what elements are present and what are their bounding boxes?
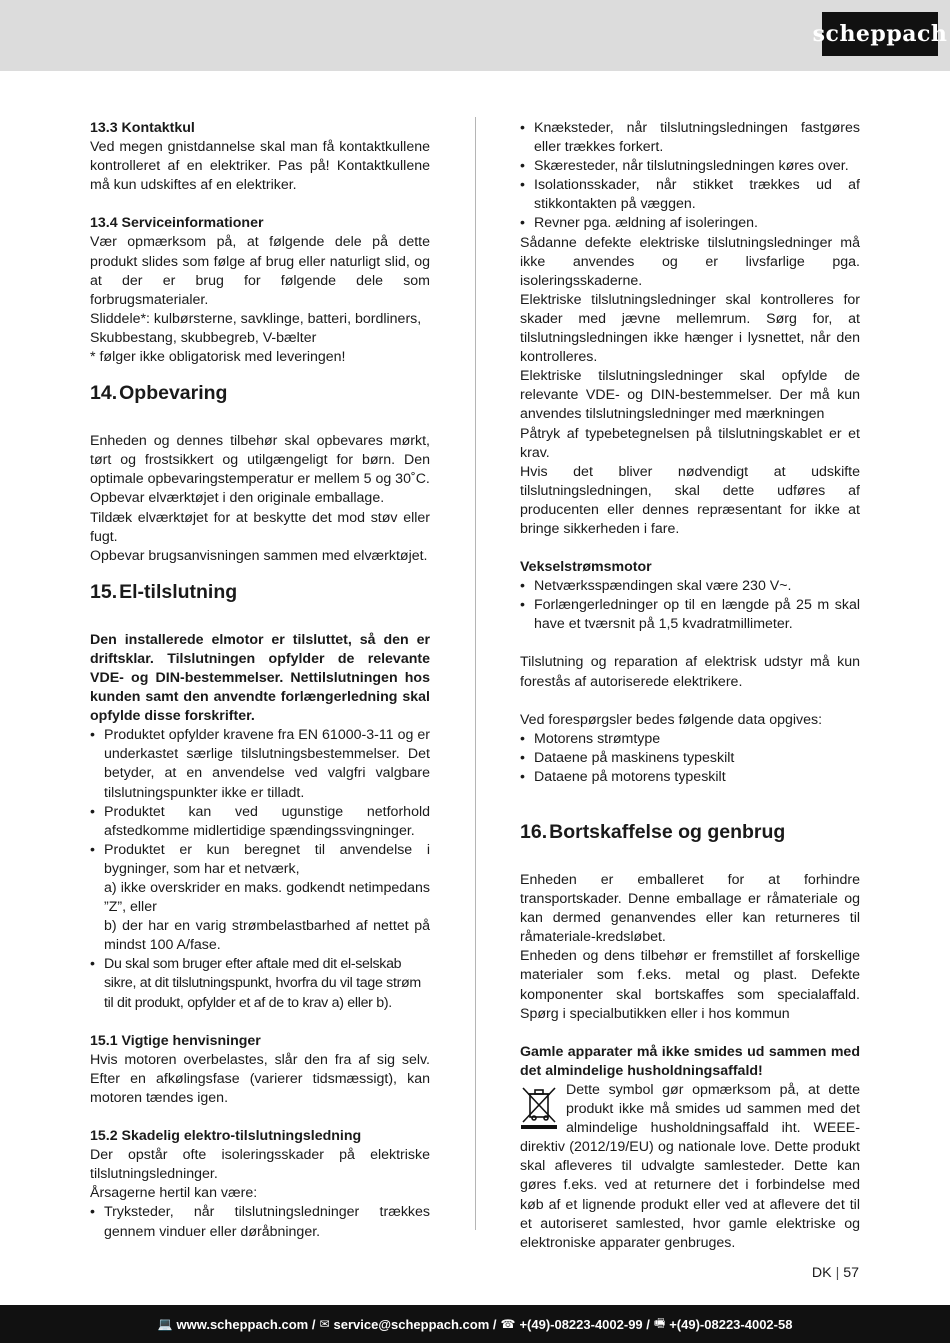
weee-crossed-bin-icon	[520, 1085, 558, 1129]
paragraph: Elektriske tilslutningsledninger skal kontrolleres for skader med jævne mellemrum. Sørg for, at tilslutningsledningen ikke hænger i lysnettet, når den kontrolleres.	[520, 291, 860, 366]
paragraph: Hvis det bliver nødvendigt at udskifte tilslutningsledningen, skal dette udføres af producenten eller dennes repræsentant for ikke at bringe sikkerheden i fare.	[520, 463, 860, 537]
right-column	[520, 119, 860, 1253]
section-15-number: 15.	[90, 580, 118, 603]
list-item: • Netværksspændingen skal være 230 V~.	[520, 577, 860, 596]
list-item: • Dataene på maskinens typeskilt	[520, 749, 860, 768]
footer-phone: +(49)-08223-4002-99 /	[519, 1316, 650, 1332]
list-item: • Knæksteder, når tilslutningsledningen fastgøres eller trækkes forkert.	[520, 119, 860, 157]
list-item: • Du skal som bruger efter aftale med dit el-selskab sikre, at dit tilslutningspunkt, hvorfra du vil tage strøm til dit produkt, opfylder et af de to krav a) eller b).	[90, 955, 430, 1012]
list-item: • Dataene på motorens typeskilt	[520, 768, 860, 787]
cable-damage-list	[520, 119, 860, 234]
page-lang: DK	[811, 1265, 832, 1281]
section-16-p1: Enheden er emballeret for at forhindre transportskader. Denne emballage er råmateriale og kan dermed genanvendes eller kan returneres til råmateriale-kredsløbet.	[520, 872, 860, 946]
section-15-list	[90, 726, 430, 1012]
weee-block	[520, 1081, 860, 1253]
paragraph: Tilslutning og reparation af elektrisk udstyr må kun forestås af autoriserede elektrikere.	[520, 654, 860, 690]
list-item-text: b) der har en varig strømbelastbarhed af nettet på mindst 100 A/fase.	[104, 918, 430, 954]
paragraph: Ved forespørgsler bedes følgende data opgives:	[520, 711, 823, 728]
section-15-intro: Den installerede elmotor er tilsluttet, så den er driftsklar. Tilslutningen opfylder de relevante VDE- og DIN-bestemmelser. Nettilslutningen hos kunden samt den anvendte forlængerledning skal opfylde disse forskrifter.	[90, 631, 430, 725]
section-16-p2: Enheden og dens tilbehør er fremstillet af forskellige materialer som f.eks. metal og plast. Defekte komponenter skal bortskaffes som specialaffald. Spørg i specialbutikken eller i hos kommun	[520, 948, 860, 1022]
footer-website-link[interactable]: www.scheppach.com /	[176, 1316, 316, 1332]
motor-list	[520, 577, 860, 634]
section-15-title: El-tilslutning	[119, 580, 238, 603]
list-item-text: a) ikke overskrider en maks. godkendt netimpedans ”Z”, eller	[104, 880, 430, 916]
list-item: • Isolationsskader, når stikket trækkes ud af stikkontakten på væggen.	[520, 176, 860, 214]
list-item	[90, 841, 430, 956]
list-item: • Tryksteder, når tilslutningsledninger trækkes gennem vinduer eller døråbninger.	[90, 1203, 430, 1241]
section-14-number: 14.	[90, 382, 118, 405]
section-16-number: 16.	[520, 821, 548, 843]
section-14-p2: Opbevar elværktøjet i den originale emballage.	[90, 490, 385, 507]
page-separator: |	[835, 1265, 840, 1281]
list-item-text: • Produktet er kun beregnet til anvendelse i bygninger, som har et netværk,	[104, 841, 430, 877]
list-item: • Revner pga. ældning af isoleringen.	[520, 214, 860, 233]
section-13-4-text: Vær opmærksom på, at følgende dele på dette produkt slides som følge af brug eller naturligt slid, og at der er brug for følgende dele som forbrugsmaterialer.	[90, 234, 430, 308]
page-number	[812, 1265, 859, 1281]
data-list	[520, 730, 860, 787]
section-14-p4: Opbevar brugsanvisningen sammen med elværktøjet.	[90, 547, 428, 564]
paragraph: Sådanne defekte elektriske tilslutningsledninger må ikke anvendes og er livsfarlige pga. isoleringsskaderne.	[520, 234, 860, 289]
list-item: • Motorens strømtype	[520, 730, 860, 749]
left-column	[90, 119, 430, 1242]
computer-icon: 💻	[157, 1317, 173, 1331]
section-13-4-note: * følger ikke obligatorisk med leveringen!	[90, 349, 346, 366]
section-16-warning: Gamle apparater må ikke smides ud sammen med det almindelige husholdningsaffald!	[520, 1043, 860, 1079]
section-13-4-title: 13.4 Serviceinformationer	[90, 215, 264, 232]
section-16-heading	[520, 820, 860, 844]
section-14-p1: Enheden og dennes tilbehør skal opbevares mørkt, tørt og frostsikkert og utilgængeligt for børn. Den optimale opbevaringstemperatur er mellem 5 og 30˚C.	[90, 433, 430, 488]
section-13-4-parts: Sliddele*: kulbørsterne, savklinge, batteri, bordliners, Skubbestang, skubbegreb, V-bælter	[90, 310, 422, 346]
motor-title: Vekselstrømsmotor	[520, 559, 652, 576]
section-15-1-title: 15.1 Vigtige henvisninger	[90, 1032, 261, 1049]
page-number-value: 57	[843, 1265, 859, 1281]
section-13-3-title: 13.3 Kontaktkul	[90, 120, 195, 136]
column-divider	[475, 117, 476, 1230]
section-16-title: Bortskaffelse og genbrug	[549, 821, 786, 843]
footer-email-link[interactable]: service@scheppach.com /	[333, 1316, 497, 1332]
header-bar	[0, 0, 950, 71]
list-item: • Produktet opfylder kravene fra EN 61000-3-11 og er underkastet særlige tilslutningsbestemmelser. Det betyder, at en anvendelse ved valgfri valgbare tilslutningspunkter ikke er tilladt.	[90, 726, 430, 802]
section-14-heading	[90, 381, 430, 405]
scheppach-logo: scheppach	[822, 12, 938, 56]
footer-bar	[0, 1305, 950, 1343]
section-15-1-text: Hvis motoren overbelastes, slår den fra af sig selv. Efter en afkølingsfase (varierer tidsmæssigt), kan motoren tændes igen.	[90, 1051, 430, 1106]
fax-icon: 🖷	[653, 1315, 666, 1330]
section-15-2-title: 15.2 Skadelig elektro-tilslutningsledning	[90, 1128, 362, 1145]
section-16-weee-text: Dette symbol gør opmærksom på, at dette produkt ikke må smides ud sammen med det almindelige husholdningsaffald iht. WEEE-direktiv (2012/19/EU) og nationale love. Dette produkt skal afleveres til udvalgte samlesteder. Dette kan gøres f.eks. ved at returnere det i forbindelse med køb af et lignende produkt eller ved at aflevere det til et autoriseret samlested, hvor gamle elektriske og elektroniske apparater genbruges.	[520, 1081, 860, 1251]
phone-icon: ☎	[500, 1317, 516, 1331]
list-item: • Forlængerledninger op til en længde på 25 m skal have et tværsnit på 1,5 kvadratmillimeter.	[520, 596, 860, 634]
section-15-2-list	[90, 1203, 430, 1241]
section-15-2-text: Der opstår ofte isoleringsskader på elektriske tilslutningsledninger.	[90, 1147, 430, 1183]
section-14-title: Opbevaring	[119, 382, 228, 405]
paragraph: Påtryk af typebetegnelsen på tilslutningskablet er et krav.	[520, 425, 860, 461]
section-15-heading	[90, 580, 430, 604]
list-item: • Produktet kan ved ugunstige netforhold afstedkomme midlertidige spændingssvingninger.	[90, 803, 430, 841]
section-13-3-text: Ved megen gnistdannelse skal man få kontaktkullene kontrolleret af en elektriker. Pas på! Kontaktkullene må kun udskiftes af en elektriker.	[90, 139, 430, 194]
section-15-2-causes: Årsagerne hertil kan være:	[90, 1185, 258, 1202]
footer-fax: +(49)-08223-4002-58	[669, 1316, 793, 1332]
mail-icon: ✉	[319, 1317, 330, 1331]
paragraph: Elektriske tilslutningsledninger skal opfylde de relevante VDE- og DIN-bestemmelser. Der må kun anvendes tilslutningsledninger med mærkningen	[520, 368, 860, 423]
section-14-p3: Tildæk elværktøjet for at beskytte det mod støv eller fugt.	[90, 509, 430, 545]
list-item: • Skæresteder, når tilslutningsledningen køres over.	[520, 157, 860, 176]
